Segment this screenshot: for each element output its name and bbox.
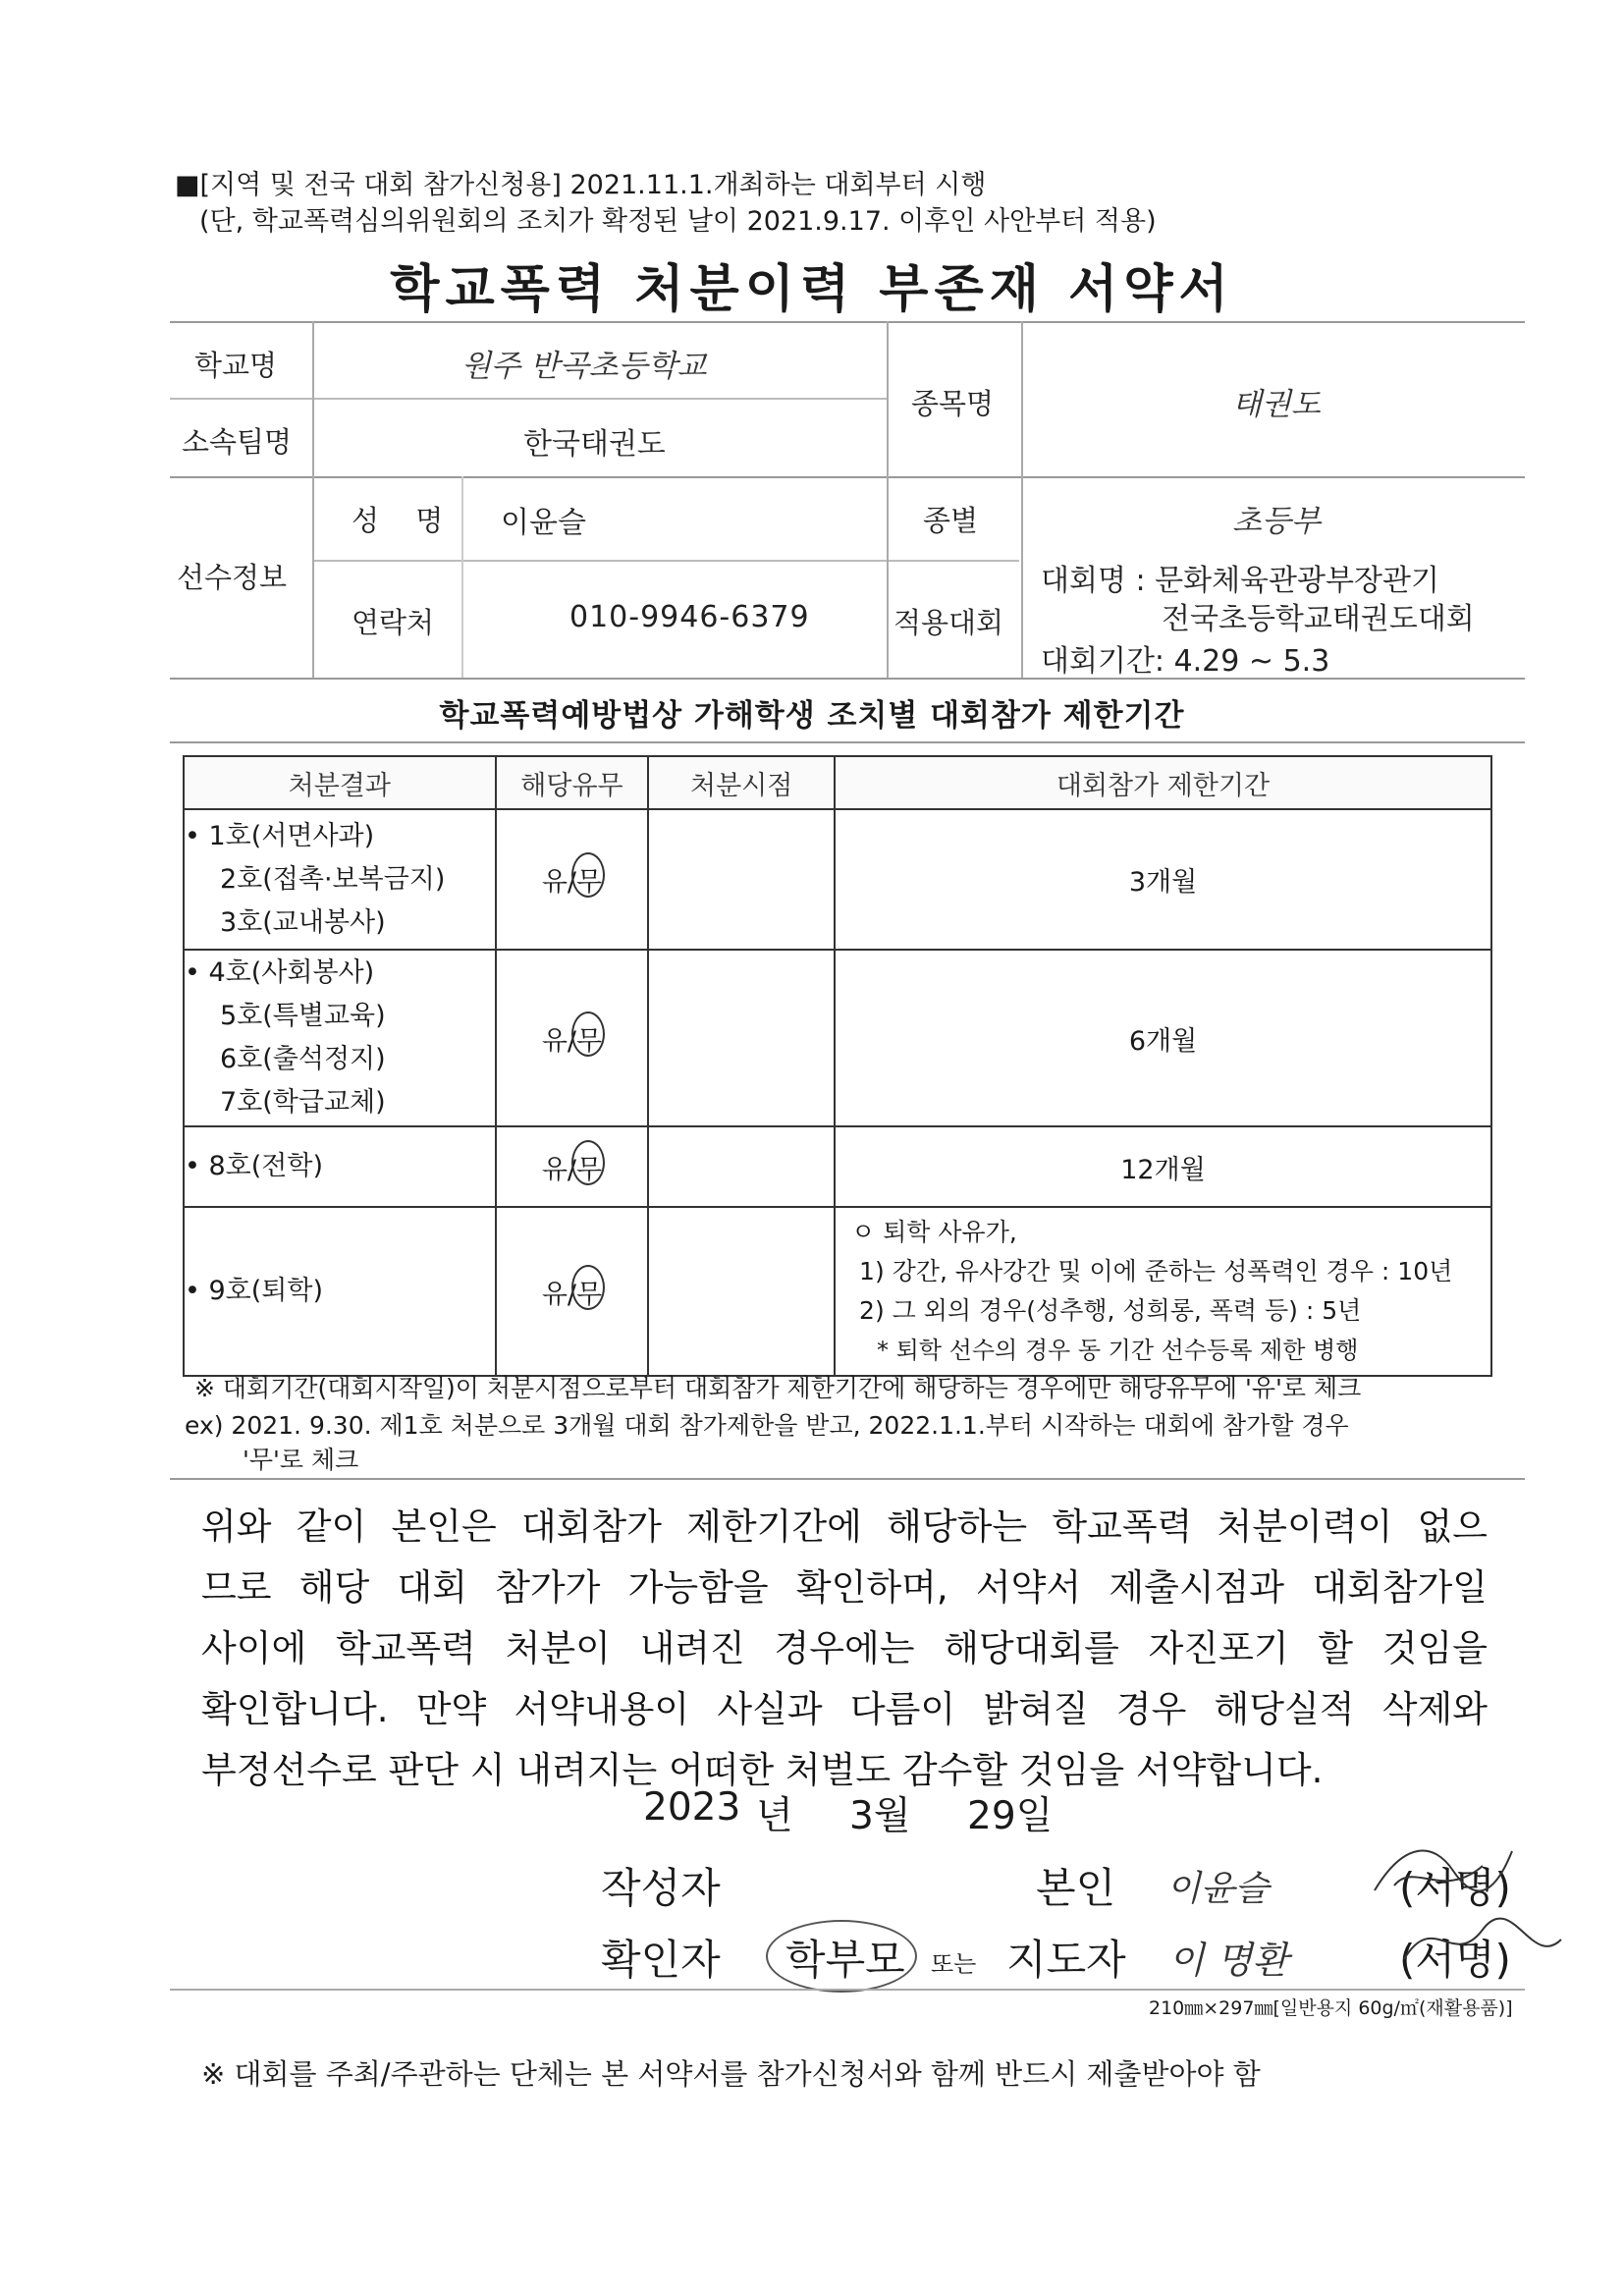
- pledge-line-3: 사이에 학교폭력 처분이 내려진 경우에는 해당대회를 자진포기 할 것임을: [201, 1627, 1488, 1669]
- yes-no-check: 유/무: [541, 867, 603, 898]
- competition-name-line-1: 대회명 : 문화체육관광부장관기: [1041, 564, 1439, 598]
- note-3: '무'로 체크: [243, 1446, 359, 1474]
- period-cell: 6개월: [835, 950, 1491, 1126]
- applicable-cell: [496, 809, 649, 950]
- yes-no-check: 유/무: [541, 1025, 603, 1057]
- event-label: 종목명: [911, 387, 995, 420]
- circle-mark-icon: [571, 1265, 605, 1310]
- time-cell: [648, 809, 835, 950]
- penalty-section-title: 학교폭력예방법상 가해학생 조치별 대회참가 제한기간: [439, 698, 1185, 734]
- period-line: ㅇ 퇴학 사유가,: [851, 1218, 1017, 1246]
- table-row: [184, 1207, 1491, 1376]
- confirm-label: 확인자: [601, 1936, 721, 1984]
- division-value: 초등부: [1232, 504, 1321, 539]
- pledge-line-4: 확인합니다. 만약 서약내용이 사실과 다름이 밝혀질 경우 해당실적 삭제와: [201, 1688, 1488, 1730]
- school-label: 학교명: [194, 349, 278, 382]
- name-value: 이윤슬: [501, 506, 586, 540]
- time-cell: [648, 1126, 835, 1207]
- applicable-cell: [496, 1126, 649, 1207]
- measure-item: 6호(출석정지): [220, 1044, 386, 1074]
- sign-label-1: (서명): [1399, 1864, 1511, 1912]
- document-title: 학교폭력 처분이력 부존재 서약서: [390, 260, 1234, 319]
- measure-item: • 1호(서면사과): [185, 820, 375, 851]
- period-line: 2) 그 외의 경우(성추행, 성희롱, 폭력 등) : 5년: [859, 1296, 1362, 1325]
- coach-label: 지도자: [1006, 1936, 1126, 1984]
- penalty-table: [183, 755, 1492, 1377]
- date-month: 3월: [849, 1794, 911, 1838]
- contact-label: 연락처: [352, 606, 435, 639]
- period-cell: 3개월: [835, 809, 1491, 950]
- paper-spec: 210㎜×297㎜[일반용지 60g/㎡(재활용품)]: [1149, 1997, 1513, 2019]
- circle-mark-icon: [571, 1011, 605, 1057]
- event-value: 태권도: [1232, 387, 1321, 422]
- or-label: 또는: [931, 1950, 977, 1978]
- pledge-line-2: 므로 해당 대회 참가가 가능함을 확인하며, 서약서 제출시점과 대회참가일: [201, 1566, 1488, 1609]
- team-value: 한국태권도: [523, 427, 666, 462]
- header-line-1: ■[지역 및 전국 대회 참가신청용] 2021.11.1.개최하는 대회부터 시행: [175, 170, 987, 200]
- measures-cell: [184, 1207, 496, 1376]
- sign-label-2: (서명): [1399, 1936, 1511, 1984]
- period-line: * 퇴학 선수의 경우 동 기간 선수등록 제한 병행: [877, 1337, 1359, 1364]
- measures-cell: [184, 809, 496, 950]
- measure-item: • 4호(사회봉사): [185, 957, 375, 988]
- yes-no-check: 유/무: [541, 1154, 603, 1185]
- writer-label: 작성자: [601, 1864, 721, 1912]
- date-year-unit: 년: [756, 1794, 793, 1838]
- note-2: ex) 2021. 9.30. 제1호 처분으로 3개월 대회 참가제한을 받고, 2022.1.1.부터 시작하는 대회에 참가할 경우: [185, 1411, 1349, 1440]
- footer-note: ※ 대회를 주최/주관하는 단체는 본 서약서를 참가신청서와 함께 반드시 제출받아야 함: [201, 2057, 1261, 2091]
- parent-label: 학부모: [785, 1936, 905, 1984]
- note-1: ※ 대회기간(대회시작일)이 처분시점으로부터 대회참가 제한기간에 해당하는 경우에만 해당유무에 '유'로 체크: [194, 1374, 1362, 1402]
- coach-signature-name: 이 명환: [1168, 1939, 1289, 1982]
- header-line-2: (단, 학교폭력심의위원회의 조치가 확정된 날이 2021.9.17. 이후인 사안부터 적용): [199, 206, 1157, 237]
- measures-cell: [184, 950, 496, 1126]
- yes-no-check: 유/무: [541, 1279, 603, 1310]
- header-applicable: 해당유무: [496, 756, 649, 809]
- header-result: 처분결과: [184, 756, 496, 809]
- table-row: [184, 809, 1491, 950]
- header-period: 대회참가 제한기간: [835, 756, 1491, 809]
- measure-item: 2호(접촉·보복금지): [220, 863, 446, 895]
- table-row: [184, 1126, 1491, 1207]
- name-label: 성 명: [352, 504, 458, 537]
- circle-mark-icon: [571, 852, 605, 898]
- self-signature-name: 이윤슬: [1166, 1869, 1270, 1909]
- division-label: 종별: [923, 504, 979, 537]
- player-info-label: 선수정보: [177, 561, 288, 594]
- school-value: 원주 반곡초등학교: [461, 349, 707, 384]
- date-year: 2023: [643, 1785, 741, 1830]
- measures-cell: [184, 1126, 496, 1207]
- measure-item: 3호(교내봉사): [220, 906, 386, 938]
- applicable-cell: [496, 950, 649, 1126]
- header-time: 처분시점: [648, 756, 835, 809]
- applicable-cell: [496, 1207, 649, 1376]
- signature-scribble-icon: [1365, 1831, 1522, 1910]
- measure-item: 7호(학급교체): [220, 1087, 386, 1118]
- competition-period: 대회기간: 4.29 ~ 5.3: [1041, 644, 1330, 679]
- signature-scribble-icon: [1394, 1910, 1571, 1979]
- table-row: [184, 950, 1491, 1126]
- date-day: 29일: [967, 1794, 1054, 1838]
- time-cell: [648, 950, 835, 1126]
- self-label: 본인: [1036, 1864, 1116, 1912]
- period-line: 1) 강간, 유사강간 및 이에 준하는 성폭력인 경우 : 10년: [859, 1257, 1453, 1285]
- circle-mark-icon: [571, 1140, 605, 1185]
- competition-label: 적용대회: [893, 606, 1004, 639]
- pledge-line-1: 위와 같이 본인은 대회참가 제한기간에 해당하는 학교폭력 처분이력이 없으: [201, 1505, 1488, 1548]
- measure-item: • 9호(퇴학): [185, 1276, 323, 1306]
- measure-item: • 8호(전학): [185, 1151, 323, 1181]
- contact-value: 010-9946-6379: [569, 600, 810, 634]
- competition-name-line-2: 전국초등학교태권도대회: [1162, 602, 1475, 636]
- team-label: 소속팀명: [182, 425, 293, 459]
- selection-circle-icon: [766, 1920, 917, 1993]
- pledge-line-5: 부정선수로 판단 시 내려지는 어떠한 처벌도 감수할 것임을 서약합니다.: [201, 1749, 1324, 1791]
- period-cell: 12개월: [835, 1126, 1491, 1207]
- time-cell: [648, 1207, 835, 1376]
- measure-item: 5호(특별교육): [220, 1001, 386, 1031]
- period-cell: [835, 1207, 1491, 1376]
